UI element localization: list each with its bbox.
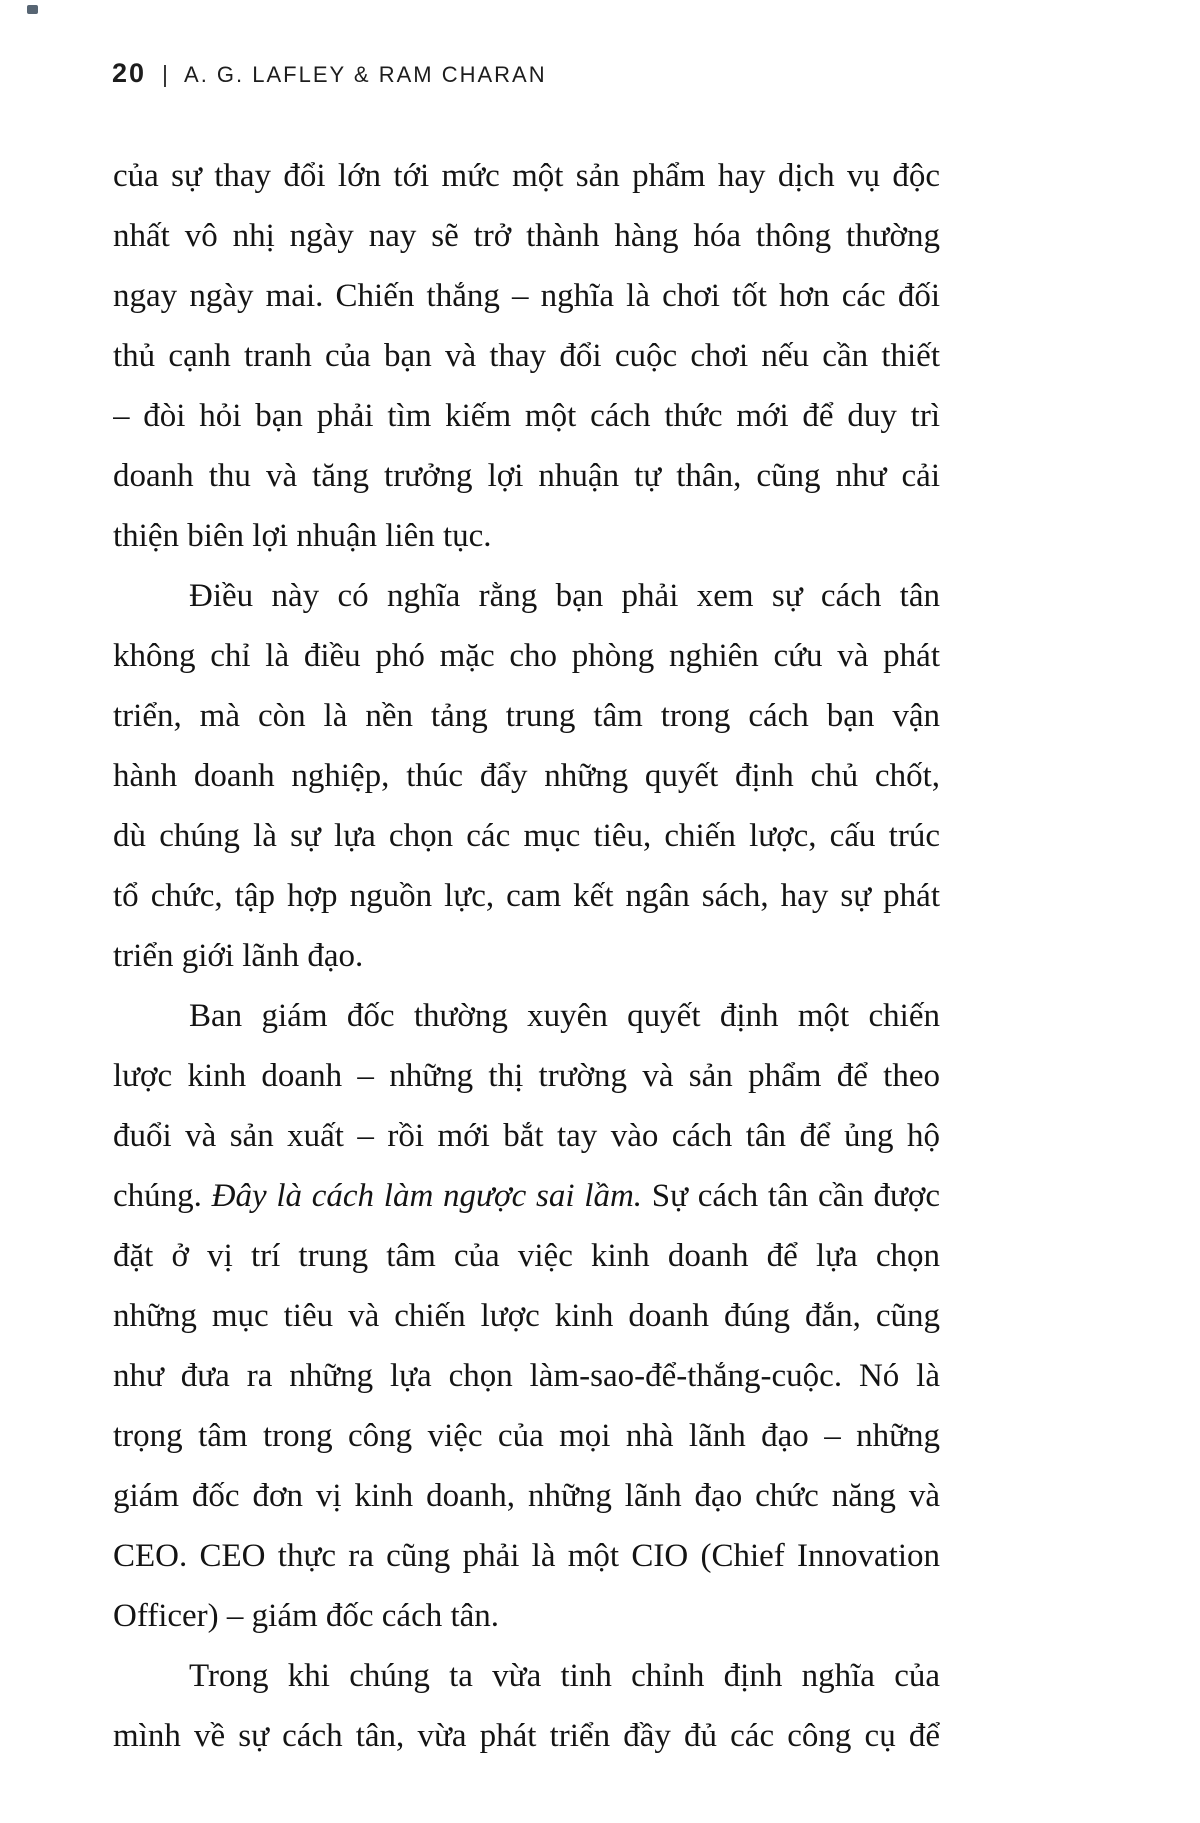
body-text-segment: Officer) – giám đốc cách tân. bbox=[113, 1598, 500, 1634]
body-text-segment: CEO. CEO thực ra cũng phải là một CIO (Chief Innovation bbox=[113, 1538, 940, 1574]
body-text bbox=[113, 146, 940, 1766]
text-line bbox=[113, 1286, 940, 1346]
body-text-segment: – đòi hỏi bạn phải tìm kiếm một cách thức mới để duy trì bbox=[113, 398, 940, 434]
text-line bbox=[113, 686, 940, 746]
text-line bbox=[113, 506, 940, 566]
body-text-segment: hành doanh nghiệp, thúc đẩy những quyết định chủ chốt, bbox=[113, 758, 940, 794]
body-text-segment: mình về sự cách tân, vừa phát triển đầy đủ các công cụ để bbox=[113, 1718, 940, 1754]
text-line bbox=[113, 806, 940, 866]
text-line bbox=[113, 1226, 940, 1286]
body-text-segment: dù chúng là sự lựa chọn các mục tiêu, chiến lược, cấu trúc bbox=[113, 818, 940, 854]
page-header bbox=[112, 58, 547, 89]
text-line bbox=[113, 146, 940, 206]
text-line bbox=[113, 566, 940, 626]
body-text-segment: Điều này có nghĩa rằng bạn phải xem sự cách tân bbox=[189, 578, 940, 614]
text-line bbox=[113, 1046, 940, 1106]
text-line bbox=[113, 1646, 940, 1706]
text-line bbox=[113, 266, 940, 326]
header-separator: | bbox=[162, 61, 169, 87]
text-line bbox=[113, 326, 940, 386]
body-text-segment: lược kinh doanh – những thị trường và sản phẩm để theo bbox=[113, 1058, 940, 1094]
body-text-segment: Ban giám đốc thường xuyên quyết định một chiến bbox=[189, 998, 940, 1034]
body-text-segment: giám đốc đơn vị kinh doanh, những lãnh đạo chức năng và bbox=[113, 1478, 940, 1514]
body-text-segment: thiện biên lợi nhuận liên tục. bbox=[113, 518, 492, 554]
body-text-segment: chúng. bbox=[113, 1178, 212, 1214]
text-line bbox=[113, 866, 940, 926]
body-text-segment: tổ chức, tập hợp nguồn lực, cam kết ngân sách, hay sự phát bbox=[113, 878, 940, 914]
text-line bbox=[113, 926, 940, 986]
text-line bbox=[113, 1106, 940, 1166]
text-line bbox=[113, 386, 940, 446]
body-text-segment: triển giới lãnh đạo. bbox=[113, 938, 364, 974]
body-text-segment: triển, mà còn là nền tảng trung tâm trong cách bạn vận bbox=[113, 698, 940, 734]
text-line bbox=[113, 446, 940, 506]
body-text-segment: trọng tâm trong công việc của mọi nhà lãnh đạo – những bbox=[113, 1418, 940, 1454]
text-line bbox=[113, 1706, 940, 1766]
text-line bbox=[113, 1466, 940, 1526]
body-text-segment: những mục tiêu và chiến lược kinh doanh đúng đắn, cũng bbox=[113, 1298, 940, 1334]
body-text-segment: ngay ngày mai. Chiến thắng – nghĩa là chơi tốt hơn các đối bbox=[113, 278, 940, 314]
text-line bbox=[113, 1526, 940, 1586]
scan-artifact bbox=[27, 5, 38, 14]
body-text-segment: thủ cạnh tranh của bạn và thay đổi cuộc chơi nếu cần thiết bbox=[113, 338, 940, 374]
text-line bbox=[113, 1406, 940, 1466]
text-line bbox=[113, 626, 940, 686]
running-title: A. G. LAFLEY & RAM CHARAN bbox=[184, 62, 547, 87]
body-text-segment: đặt ở vị trí trung tâm của việc kinh doanh để lựa chọn bbox=[113, 1238, 940, 1274]
text-line bbox=[113, 206, 940, 266]
body-text-segment: Trong khi chúng ta vừa tinh chỉnh định nghĩa của bbox=[189, 1658, 940, 1694]
body-text-segment: không chỉ là điều phó mặc cho phòng nghiên cứu và phát bbox=[113, 638, 940, 674]
text-line bbox=[113, 1346, 940, 1406]
body-text-segment: đuổi và sản xuất – rồi mới bắt tay vào cách tân để ủng hộ bbox=[113, 1118, 940, 1154]
body-text-segment: như đưa ra những lựa chọn làm-sao-để-thắng-cuộc. Nó là bbox=[113, 1358, 940, 1394]
body-text-segment: Đây là cách làm ngược sai lầm. bbox=[211, 1178, 643, 1214]
page-number: 20 bbox=[112, 58, 147, 88]
text-line bbox=[113, 1586, 940, 1646]
body-text-segment: Sự cách tân cần được bbox=[642, 1178, 940, 1214]
body-text-segment: của sự thay đổi lớn tới mức một sản phẩm hay dịch vụ độc bbox=[113, 158, 940, 194]
text-line bbox=[113, 986, 940, 1046]
body-text-segment: doanh thu và tăng trưởng lợi nhuận tự thân, cũng như cải bbox=[113, 458, 940, 494]
body-text-segment: nhất vô nhị ngày nay sẽ trở thành hàng hóa thông thường bbox=[113, 218, 940, 254]
text-line bbox=[113, 1166, 940, 1226]
text-line bbox=[113, 746, 940, 806]
